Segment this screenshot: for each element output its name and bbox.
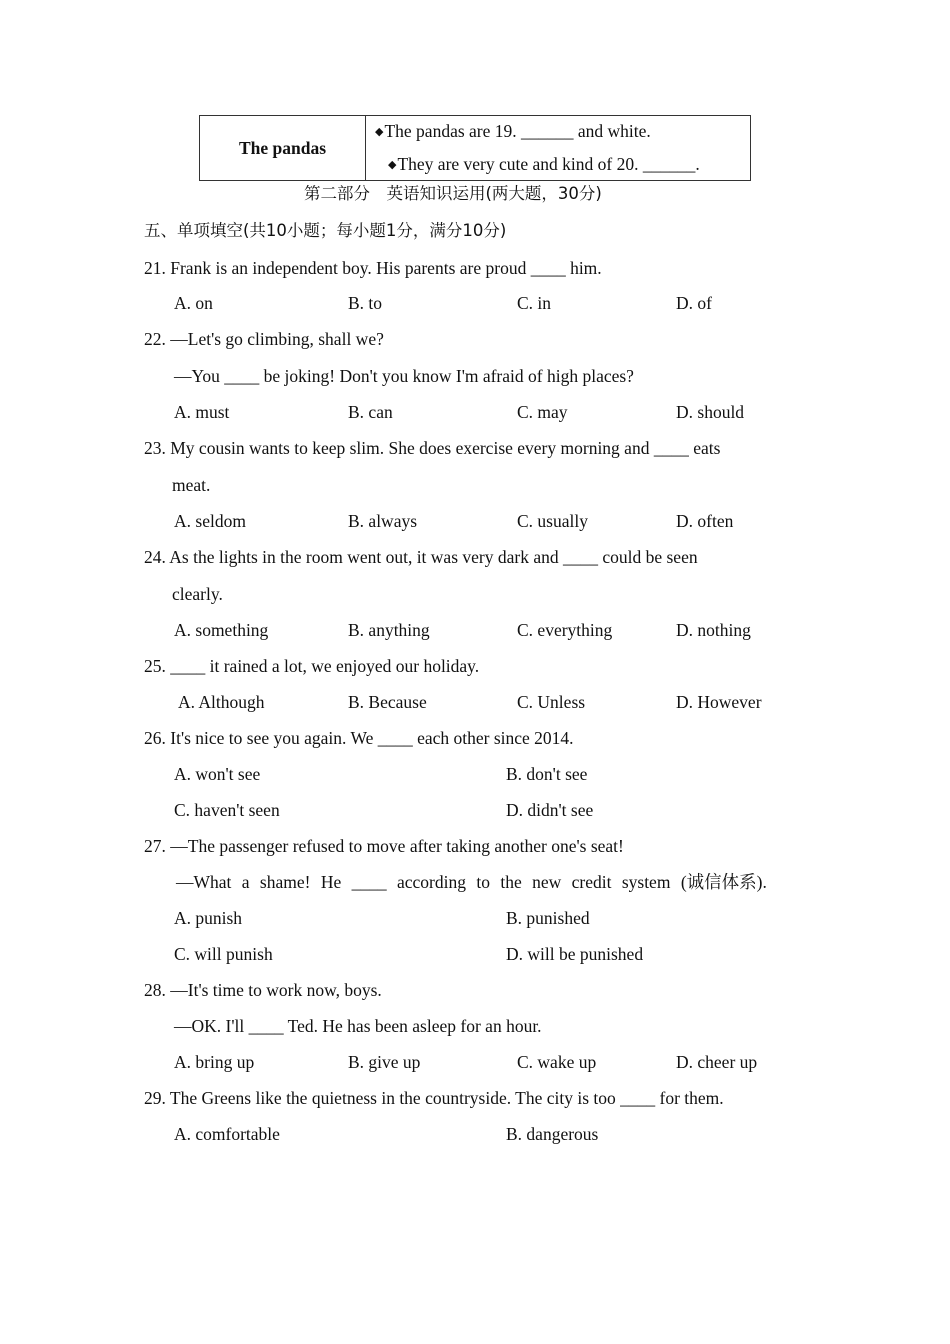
pandas-table xyxy=(199,115,751,181)
question-24-option-b[interactable]: B. anything xyxy=(348,620,430,640)
table-line-1: ◆The pandas are 19. ______ and white. xyxy=(375,121,651,141)
question-28-option-b[interactable]: B. give up xyxy=(348,1052,421,1072)
question-22-stem-line2: —You ____ be joking! Don't you know I'm afraid of high places? xyxy=(174,366,634,386)
question-28-stem-line2: —OK. I'll ____ Ted. He has been asleep for an hour. xyxy=(174,1016,542,1036)
table-content-cell xyxy=(366,116,751,181)
question-23-option-d[interactable]: D. often xyxy=(676,511,734,531)
question-26-stem: 26. It's nice to see you again. We ____ each other since 2014. xyxy=(144,728,574,748)
question-23-stem: 23. My cousin wants to keep slim. She does exercise every morning and ____ eats xyxy=(144,438,721,458)
question-21-option-c[interactable]: C. in xyxy=(517,293,552,313)
question-23-option-a[interactable]: A. seldom xyxy=(174,511,246,531)
part-title: 第二部分 英语知识运用(两大题，30分) xyxy=(304,184,602,203)
question-29-option-b[interactable]: B. dangerous xyxy=(506,1124,599,1144)
question-23-option-c[interactable]: C. usually xyxy=(517,511,588,531)
question-24-option-c[interactable]: C. everything xyxy=(517,620,613,640)
question-26-option-c[interactable]: C. haven't seen xyxy=(174,800,280,820)
question-28-option-d[interactable]: D. cheer up xyxy=(676,1052,758,1072)
question-29-stem: 29. The Greens like the quietness in the countryside. The city is too ____ for them. xyxy=(144,1088,724,1108)
diamond-bullet-icon: ◆ xyxy=(388,159,397,171)
question-24-option-d[interactable]: D. nothing xyxy=(676,620,751,640)
question-27-stem-line2: —What a shame! He ____ according to the new credit system (诚信体系). xyxy=(176,872,767,892)
question-25-option-a[interactable]: A. Although xyxy=(178,692,265,712)
question-26-option-b[interactable]: B. don't see xyxy=(506,764,588,784)
question-27-option-a[interactable]: A. punish xyxy=(174,908,243,928)
question-25-option-b[interactable]: B. Because xyxy=(348,692,427,712)
question-27-option-d[interactable]: D. will be punished xyxy=(506,944,644,964)
question-25-stem: 25. ____ it rained a lot, we enjoyed our holiday. xyxy=(144,656,480,676)
question-21-option-b[interactable]: B. to xyxy=(348,293,383,313)
question-23-option-b[interactable]: B. always xyxy=(348,511,418,531)
question-26-option-d[interactable]: D. didn't see xyxy=(506,800,594,820)
question-24-option-a[interactable]: A. something xyxy=(174,620,269,640)
question-28-option-c[interactable]: C. wake up xyxy=(517,1052,597,1072)
question-26-option-a[interactable]: A. won't see xyxy=(174,764,261,784)
question-25-option-d[interactable]: D. However xyxy=(676,692,762,712)
section-title: 五、单项填空(共10小题；每小题1分，满分10分) xyxy=(144,221,507,240)
question-21-stem: 21. Frank is an independent boy. His parents are proud ____ him. xyxy=(144,258,602,278)
question-23-stem-line2: meat. xyxy=(172,475,211,495)
question-27-stem: 27. —The passenger refused to move after taking another one's seat! xyxy=(144,836,624,856)
diamond-bullet-icon: ◆ xyxy=(375,126,384,138)
question-22-option-d[interactable]: D. should xyxy=(676,402,745,422)
question-21-option-d[interactable]: D. of xyxy=(676,293,712,313)
question-22-option-c[interactable]: C. may xyxy=(517,402,568,422)
question-22-option-b[interactable]: B. can xyxy=(348,402,393,422)
question-21-option-a[interactable]: A. on xyxy=(174,293,213,313)
question-27-option-b[interactable]: B. punished xyxy=(506,908,590,928)
table-header-cell xyxy=(200,116,366,181)
question-28-stem: 28. —It's time to work now, boys. xyxy=(144,980,382,1000)
question-25-option-c[interactable]: C. Unless xyxy=(517,692,586,712)
question-22-option-a[interactable]: A. must xyxy=(174,402,230,422)
table-header: The pandas xyxy=(238,137,327,158)
question-24-stem-line2: clearly. xyxy=(172,584,223,604)
question-28-option-a[interactable]: A. bring up xyxy=(174,1052,255,1072)
question-29-option-a[interactable]: A. comfortable xyxy=(174,1124,280,1144)
question-24-stem: 24. As the lights in the room went out, it was very dark and ____ could be seen xyxy=(144,547,698,567)
table-line-2: ◆They are very cute and kind of 20. ______. xyxy=(388,154,700,174)
question-22-stem: 22. —Let's go climbing, shall we? xyxy=(144,329,384,349)
question-27-option-c[interactable]: C. will punish xyxy=(174,944,273,964)
